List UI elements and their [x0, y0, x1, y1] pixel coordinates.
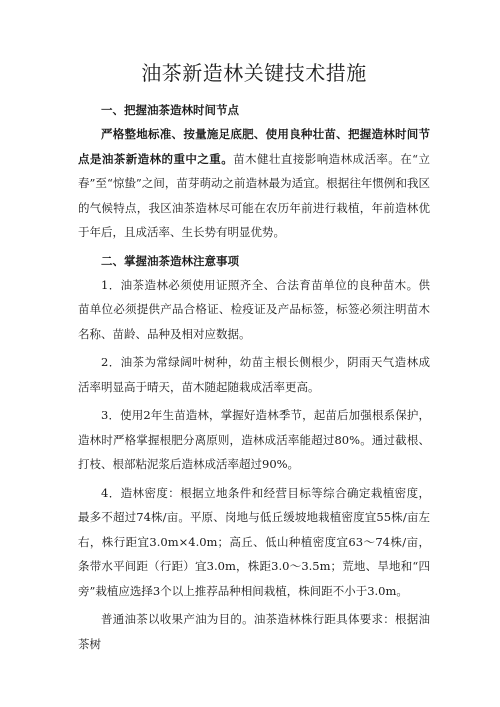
section-1-bold-lead: 严格整地标准、按量施足底肥、使用良种壮苗、把握造林时间节点是油茶新造林的重中之重。 — [78, 127, 430, 166]
section-1-paragraph — [78, 122, 430, 245]
section-2-item-2: 2．油茶为常绿阔叶树种，幼苗主根长侧根少，阴雨天气造林成活率明显高于晴天，苗木随起随栽成活率更高。 — [78, 355, 430, 394]
section-heading-2: 二、掌握油茶造林注意事项 — [101, 253, 239, 268]
section-heading-1: 一、把握油茶造林时间节点 — [101, 103, 239, 117]
section-1-body-text: 苗木健壮直接影响造林成活率。在“立春”至“惊蛰”之间，苗芽萌动之前造林最为适宜。根据往年惯例和我区的气候特点，我区油茶造林尽可能在农历年前进行栽植，年前造林优于年后，且成活率、生长势有明显优势。 — [78, 151, 430, 239]
document-title: 油茶新造林关键技术措施 — [141, 61, 367, 85]
section-2-item-3: 3．使用2年生苗造林，掌握好造林季节，起苗后加强根系保护，造林时严格掌握根肥分离原则，造林成活率能超过80%。通过截根、打枝、根部粘泥浆后造林成活率超过90%。 — [78, 408, 430, 471]
section-2-paragraph-5: 普通油茶以收果产油为目的。油茶造林株行距具体要求：根据油茶树 — [78, 612, 430, 651]
document-body — [78, 60, 430, 660]
section-2-item-4: 4．造林密度：根据立地条件和经营目标等综合确定栽植密度，最多不超过74株/亩。平原、岗地与低丘缓坡地栽植密度宜55株/亩左右，株行距宜3.0m×4.0m；高丘、低山种植密度宜63～74株/亩，条带水平间距（行距）宜3.0m，株距3.0～3.5m；荒地、旱地和“四旁”栽植应选择3个以上推荐品种相间栽植，株间距不小于3.0m。 — [78, 485, 430, 598]
section-2-item-1: 1．油茶造林必须使用证照齐全、合法育苗单位的良种苗木。供苗单位必须提供产品合格证、检疫证及产品标签，标签必须注明苗木名称、苗龄、品种及相对应数据。 — [78, 277, 430, 341]
